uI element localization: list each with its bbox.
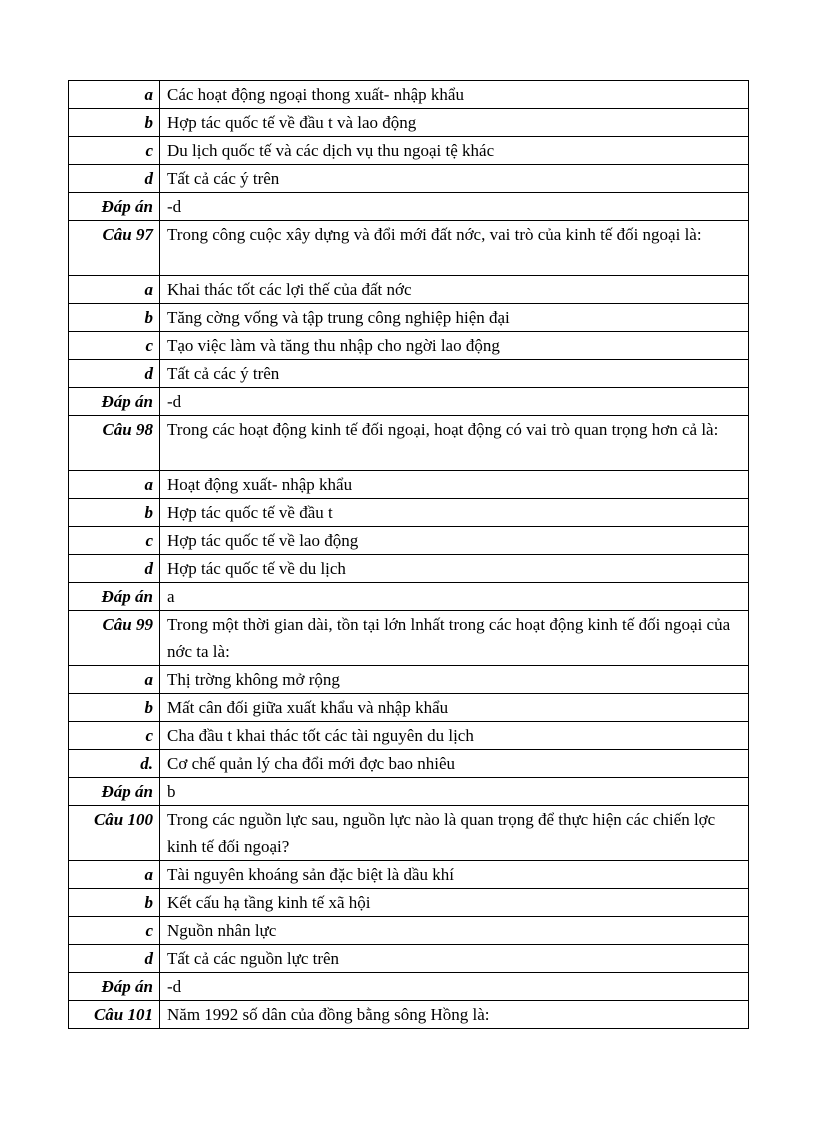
row-text: Tạo việc làm và tăng thu nhập cho ngời lao động — [160, 332, 749, 360]
row-label: a — [69, 81, 160, 109]
row-text: Hợp tác quốc tế về đầu t và lao động — [160, 109, 749, 137]
row-label: Câu 99 — [69, 611, 160, 666]
row-label: Đáp án — [69, 193, 160, 221]
row-text: a — [160, 583, 749, 611]
row-text: Kết cấu hạ tầng kinh tế xã hội — [160, 889, 749, 917]
table-row — [69, 1001, 749, 1029]
table-row — [69, 861, 749, 889]
row-label: b — [69, 304, 160, 332]
table-row — [69, 722, 749, 750]
table-row — [69, 193, 749, 221]
row-text: Cơ chế quản lý cha đổi mới đợc bao nhiêu — [160, 750, 749, 778]
table-row — [69, 694, 749, 722]
row-text: Thị trờng không mở rộng — [160, 666, 749, 694]
table-row — [69, 973, 749, 1001]
row-label: a — [69, 276, 160, 304]
row-label: b — [69, 109, 160, 137]
row-label: d — [69, 555, 160, 583]
row-text: b — [160, 778, 749, 806]
row-text: Nguồn nhân lực — [160, 917, 749, 945]
question-answer-table — [68, 80, 749, 1029]
row-text: Trong các hoạt động kinh tế đối ngoại, hoạt động có vai trò quan trọng hơn cả là: — [160, 416, 749, 471]
table-row — [69, 499, 749, 527]
table-row — [69, 889, 749, 917]
row-label: Câu 97 — [69, 221, 160, 276]
row-label: d — [69, 165, 160, 193]
table-row — [69, 416, 749, 471]
row-label: Câu 101 — [69, 1001, 160, 1029]
row-label: d. — [69, 750, 160, 778]
row-label: Câu 100 — [69, 806, 160, 861]
table-row — [69, 304, 749, 332]
table-row — [69, 583, 749, 611]
row-text: Trong các nguồn lực sau, nguồn lực nào là quan trọng để thực hiện các chiến lợc kinh tế đối ngoại? — [160, 806, 749, 861]
row-text: Năm 1992 số dân của đồng bằng sông Hồng là: — [160, 1001, 749, 1029]
row-text: Cha đầu t khai thác tốt các tài nguyên du lịch — [160, 722, 749, 750]
table-row — [69, 666, 749, 694]
row-text: Hoạt động xuất- nhập khẩu — [160, 471, 749, 499]
row-label: c — [69, 722, 160, 750]
row-label: d — [69, 945, 160, 973]
row-text: Tất cả các nguồn lực trên — [160, 945, 749, 973]
row-text: Tất cả các ý trên — [160, 360, 749, 388]
table-row — [69, 527, 749, 555]
row-label: c — [69, 917, 160, 945]
row-text: -d — [160, 388, 749, 416]
row-label: b — [69, 694, 160, 722]
row-label: b — [69, 499, 160, 527]
table-row — [69, 276, 749, 304]
table-row — [69, 806, 749, 861]
table-row — [69, 165, 749, 193]
table-row — [69, 221, 749, 276]
table-row — [69, 945, 749, 973]
row-label: d — [69, 360, 160, 388]
row-label: c — [69, 527, 160, 555]
row-text: -d — [160, 193, 749, 221]
row-text: Hợp tác quốc tế về lao động — [160, 527, 749, 555]
row-label: c — [69, 137, 160, 165]
table-row — [69, 611, 749, 666]
row-text: Du lịch quốc tế và các dịch vụ thu ngoại tệ khác — [160, 137, 749, 165]
row-text: Tất cả các ý trên — [160, 165, 749, 193]
row-label: Câu 98 — [69, 416, 160, 471]
row-label: a — [69, 666, 160, 694]
row-text: Hợp tác quốc tế về đầu t — [160, 499, 749, 527]
row-text: Hợp tác quốc tế về du lịch — [160, 555, 749, 583]
table-row — [69, 388, 749, 416]
row-text: Trong một thời gian dài, tồn tại lớn lnhất trong các hoạt động kinh tế đối ngoại của nớc ta là: — [160, 611, 749, 666]
table-row — [69, 360, 749, 388]
table-row — [69, 778, 749, 806]
row-label: Đáp án — [69, 388, 160, 416]
table-row — [69, 109, 749, 137]
table-row — [69, 917, 749, 945]
row-label: a — [69, 861, 160, 889]
row-label: Đáp án — [69, 583, 160, 611]
row-text: Các hoạt động ngoại thong xuất- nhập khẩu — [160, 81, 749, 109]
row-text: Tài nguyên khoáng sản đặc biệt là dầu khí — [160, 861, 749, 889]
row-label: Đáp án — [69, 778, 160, 806]
table-row — [69, 332, 749, 360]
row-label: Đáp án — [69, 973, 160, 1001]
table-body — [69, 81, 749, 1029]
row-text: Tăng cờng vống và tập trung công nghiệp hiện đại — [160, 304, 749, 332]
row-text: Trong công cuộc xây dựng và đổi mới đất nớc, vai trò của kinh tế đối ngoại là: — [160, 221, 749, 276]
table-row — [69, 555, 749, 583]
row-label: c — [69, 332, 160, 360]
table-row — [69, 750, 749, 778]
row-label: b — [69, 889, 160, 917]
row-text: Mất cân đối giữa xuất khẩu và nhập khẩu — [160, 694, 749, 722]
row-text: Khai thác tốt các lợi thế của đất nớc — [160, 276, 749, 304]
row-text: -d — [160, 973, 749, 1001]
table-row — [69, 137, 749, 165]
row-label: a — [69, 471, 160, 499]
table-row — [69, 471, 749, 499]
table-row — [69, 81, 749, 109]
